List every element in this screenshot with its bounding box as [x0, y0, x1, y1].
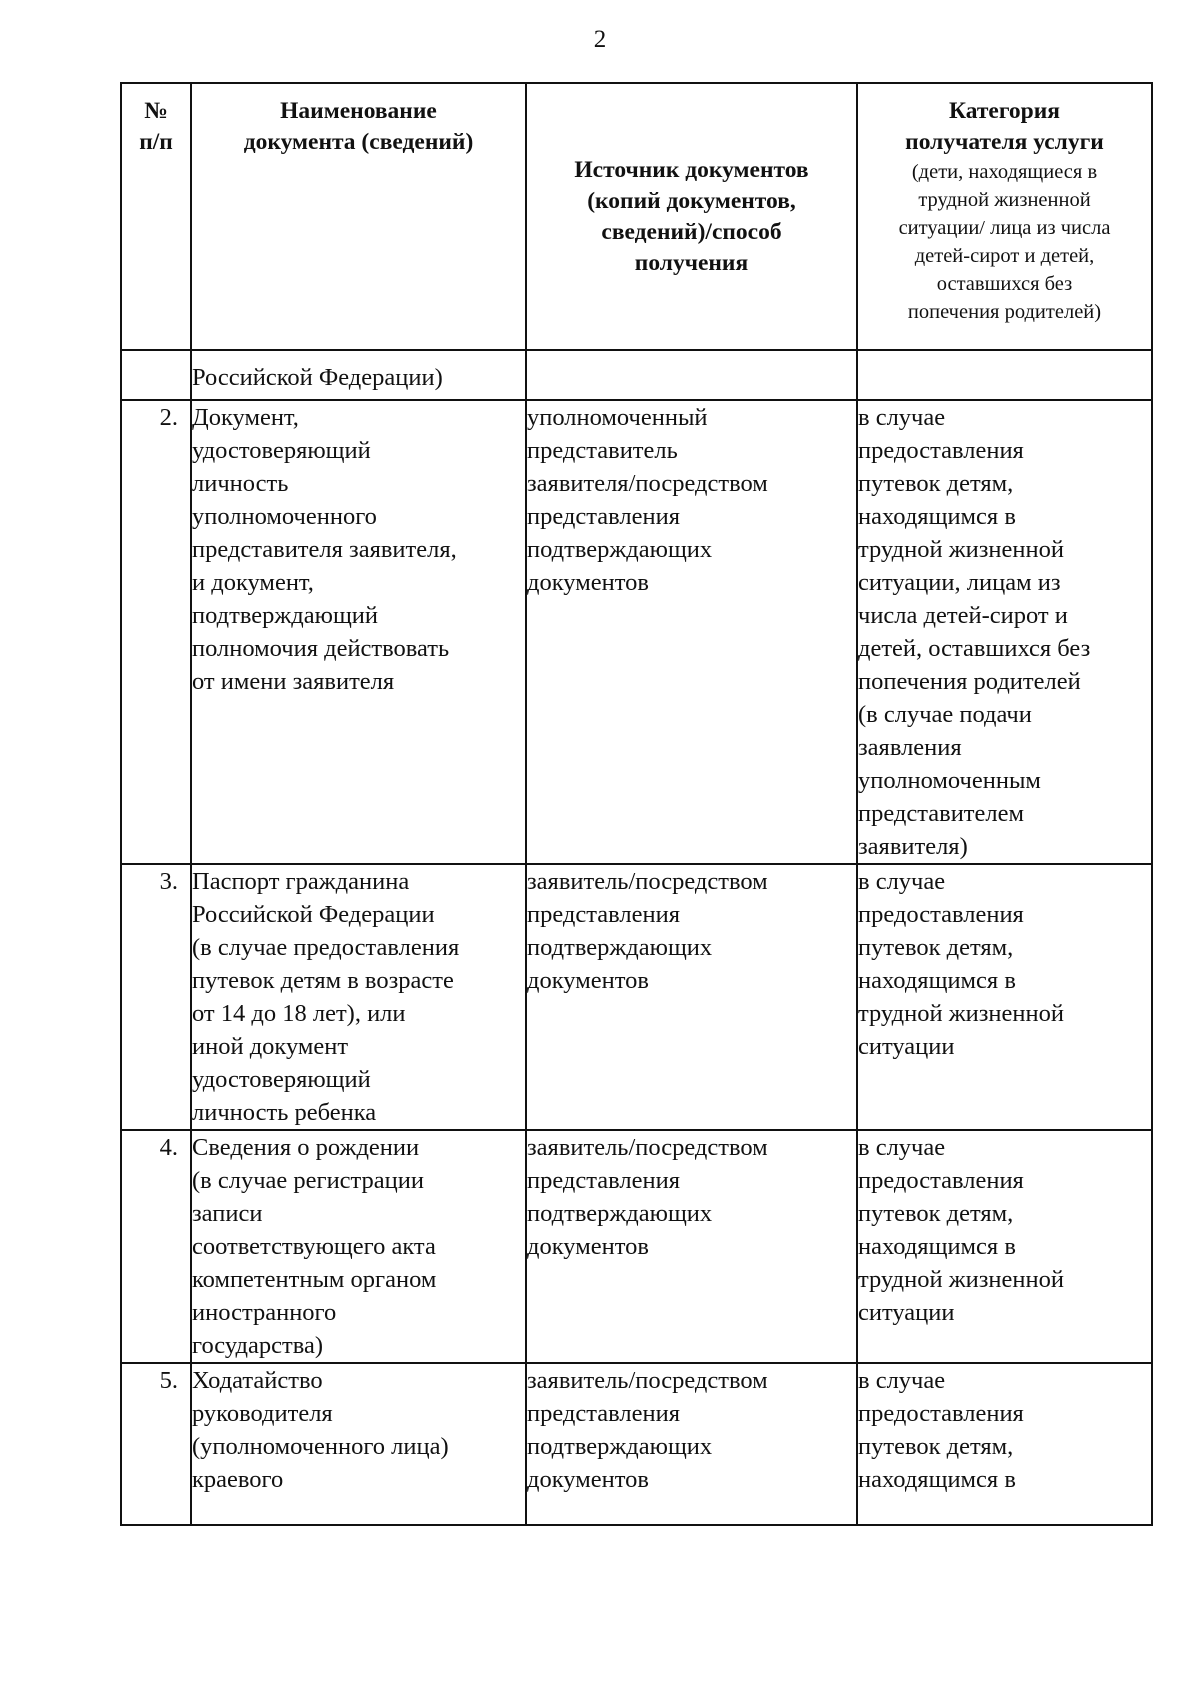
documents-table: [120, 82, 1153, 1526]
row-source: [526, 350, 857, 400]
table-row: [121, 400, 1152, 864]
table-row: [121, 864, 1152, 1130]
row-category: в случае предоставления путевок детям, находящимся в трудной жизненной ситуации, лицам из числа детей-сирот и детей, оставшихся без попечения родителей (в случае подачи заявления уполномоченным представителем заявителя): [857, 400, 1152, 864]
table-row: [121, 350, 1152, 400]
header-document-name: Наименование документа (сведений): [191, 83, 526, 350]
row-document-name: Документ, удостоверяющий личность уполномоченного представителя заявителя, и документ, подтверждающий полномочия действовать от имени заявителя: [191, 400, 526, 864]
row-number: [121, 350, 191, 400]
row-document-name: Ходатайство руководителя (уполномоченного лица) краевого: [191, 1363, 526, 1525]
row-source: заявитель/посредством представления подтверждающих документов: [526, 864, 857, 1130]
row-source: уполномоченный представитель заявителя/посредством представления подтверждающих документов: [526, 400, 857, 864]
header-category-title: Категория получателя услуги: [905, 98, 1104, 155]
header-number: № п/п: [121, 83, 191, 350]
row-category: в случае предоставления путевок детям, находящимся в трудной жизненной ситуации: [857, 1130, 1152, 1363]
row-number: 3.: [121, 864, 191, 1130]
row-category: [857, 350, 1152, 400]
table-row: [121, 1130, 1152, 1363]
row-category: в случае предоставления путевок детям, находящимся в: [857, 1363, 1152, 1525]
header-source: Источник документов (копий документов, сведений)/способ получения: [526, 83, 857, 350]
row-number: 4.: [121, 1130, 191, 1363]
row-source: заявитель/посредством представления подтверждающих документов: [526, 1130, 857, 1363]
row-document-name: Сведения о рождении (в случае регистрации записи соответствующего акта компетентным органом иностранного государства): [191, 1130, 526, 1363]
row-number: 5.: [121, 1363, 191, 1525]
table-header-row: [121, 83, 1152, 350]
header-category: [857, 83, 1152, 350]
page-number: 2: [593, 26, 607, 53]
header-category-subtitle: (дети, находящиеся в трудной жизненной ситуации/ лица из числа детей-сирот и детей, оставшихся без попечения родителей): [898, 161, 1111, 323]
row-number: 2.: [121, 400, 191, 864]
row-category: в случае предоставления путевок детям, находящимся в трудной жизненной ситуации: [857, 864, 1152, 1130]
row-document-name: Паспорт гражданина Российской Федерации (в случае предоставления путевок детям в возрасте от 14 до 18 лет), или иной документ удостоверяющий личность ребенка: [191, 864, 526, 1130]
row-source: заявитель/посредством представления подтверждающих документов: [526, 1363, 857, 1525]
row-document-name: Российской Федерации): [191, 350, 526, 400]
table-row: [121, 1363, 1152, 1525]
